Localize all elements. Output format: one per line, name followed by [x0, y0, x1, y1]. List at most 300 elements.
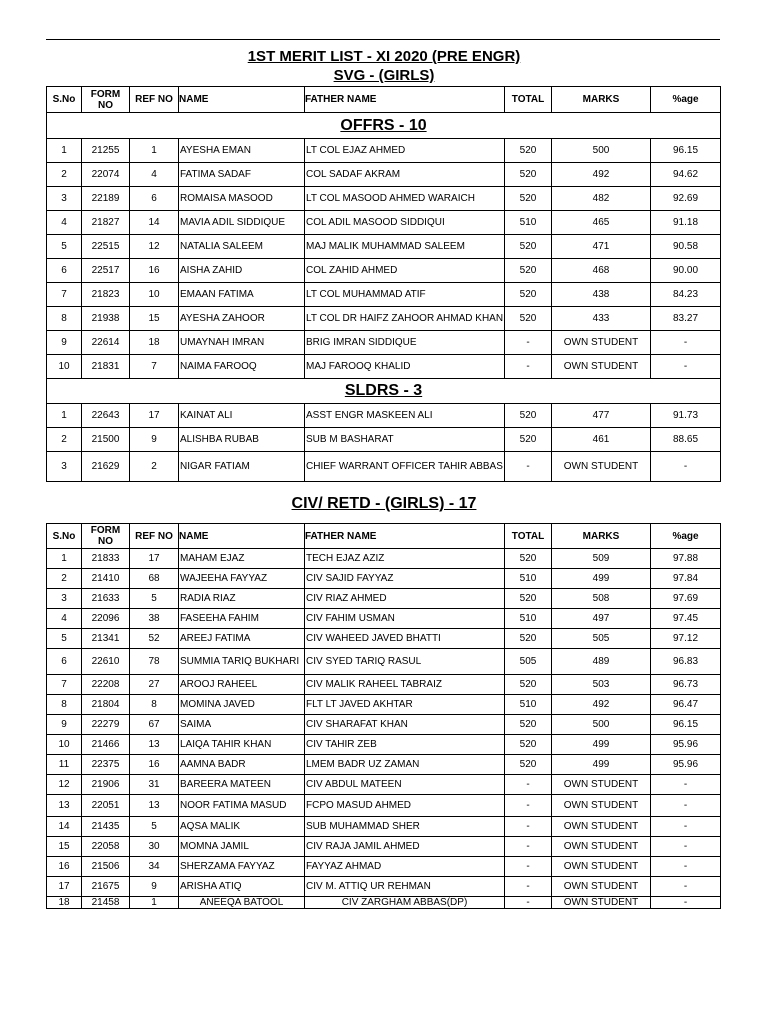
cell-percentage: 95.96	[651, 735, 721, 755]
cell-form-no: 21675	[82, 877, 130, 897]
cell-percentage: 95.96	[651, 755, 721, 775]
cell-form-no: 22279	[82, 715, 130, 735]
cell-total: 520	[505, 187, 552, 211]
cell-ref-no: 4	[130, 163, 179, 187]
cell-name: EMAAN FATIMA	[179, 283, 305, 307]
cell-form-no: 21831	[82, 355, 130, 379]
col-header-sno: S.No	[47, 524, 82, 549]
cell-total: -	[505, 331, 552, 355]
cell-ref-no: 52	[130, 629, 179, 649]
col-header-percentage: %age	[651, 87, 721, 113]
cell-total: -	[505, 877, 552, 897]
cell-percentage: 91.73	[651, 404, 721, 428]
cell-ref-no: 18	[130, 331, 179, 355]
cell-ref-no: 78	[130, 649, 179, 675]
cell-percentage: 96.83	[651, 649, 721, 675]
table-row	[47, 675, 721, 695]
cell-father-name: MAJ MALIK MUHAMMAD SALEEM	[305, 235, 505, 259]
cell-ref-no: 27	[130, 675, 179, 695]
cell-sno: 6	[47, 259, 82, 283]
cell-ref-no: 7	[130, 355, 179, 379]
cell-total: 510	[505, 569, 552, 589]
cell-total: 520	[505, 715, 552, 735]
cell-percentage: 90.00	[651, 259, 721, 283]
table-row	[47, 837, 721, 857]
cell-marks: 471	[552, 235, 651, 259]
cell-form-no: 21823	[82, 283, 130, 307]
cell-marks: 508	[552, 589, 651, 609]
cell-percentage: 92.69	[651, 187, 721, 211]
cell-sno: 2	[47, 569, 82, 589]
cell-form-no: 21255	[82, 139, 130, 163]
cell-form-no: 22517	[82, 259, 130, 283]
cell-total: 520	[505, 629, 552, 649]
col-header-father-name: FATHER NAME	[305, 524, 505, 549]
cell-marks: OWN STUDENT	[552, 817, 651, 837]
table-row	[47, 629, 721, 649]
cell-name: ARISHA ATIQ	[179, 877, 305, 897]
cell-name: FATIMA SADAF	[179, 163, 305, 187]
col-header-percentage: %age	[651, 524, 721, 549]
cell-sno: 8	[47, 307, 82, 331]
cell-marks: 492	[552, 695, 651, 715]
cell-form-no: 21906	[82, 775, 130, 795]
col-header-marks: MARKS	[552, 87, 651, 113]
cell-marks: 500	[552, 715, 651, 735]
cell-name: AYESHA ZAHOOR	[179, 307, 305, 331]
cell-form-no: 22074	[82, 163, 130, 187]
cell-form-no: 21633	[82, 589, 130, 609]
cell-total: 520	[505, 675, 552, 695]
cell-father-name: LT COL EJAZ AHMED	[305, 139, 505, 163]
cell-name: MOMINA JAVED	[179, 695, 305, 715]
cell-marks: 499	[552, 755, 651, 775]
cell-ref-no: 6	[130, 187, 179, 211]
cell-total: 510	[505, 609, 552, 629]
cell-ref-no: 5	[130, 589, 179, 609]
cell-name: AYESHA EMAN	[179, 139, 305, 163]
cell-name: NOOR FATIMA MASUD	[179, 795, 305, 817]
cell-marks: 468	[552, 259, 651, 283]
cell-marks: 433	[552, 307, 651, 331]
cell-sno: 11	[47, 755, 82, 775]
cell-form-no: 21938	[82, 307, 130, 331]
cell-sno: 1	[47, 549, 82, 569]
cell-form-no: 22614	[82, 331, 130, 355]
col-header-total: TOTAL	[505, 524, 552, 549]
cell-percentage: 97.69	[651, 589, 721, 609]
cell-form-no: 21435	[82, 817, 130, 837]
col-header-ref-no: REF NO	[130, 87, 179, 113]
table-row	[47, 609, 721, 629]
cell-percentage: 96.47	[651, 695, 721, 715]
col-header-marks: MARKS	[552, 524, 651, 549]
cell-name: NATALIA SALEEM	[179, 235, 305, 259]
cell-percentage: 88.65	[651, 428, 721, 452]
cell-marks: 489	[552, 649, 651, 675]
cell-percentage: 96.15	[651, 139, 721, 163]
cell-total: 520	[505, 735, 552, 755]
cell-percentage: 91.18	[651, 211, 721, 235]
table-header-row	[47, 87, 721, 113]
cell-marks: 499	[552, 735, 651, 755]
cell-name: FASEEHA FAHIM	[179, 609, 305, 629]
section-heading-row	[47, 379, 721, 404]
cell-father-name: CIV SAJID FAYYAZ	[305, 569, 505, 589]
cell-sno: 2	[47, 163, 82, 187]
cell-total: 520	[505, 307, 552, 331]
cell-total: -	[505, 837, 552, 857]
section-heading-offrs: OFFRS - 10	[47, 113, 721, 139]
cell-sno: 18	[47, 897, 82, 909]
cell-marks: OWN STUDENT	[552, 857, 651, 877]
cell-total: 520	[505, 259, 552, 283]
cell-name: UMAYNAH IMRAN	[179, 331, 305, 355]
cell-marks: 499	[552, 569, 651, 589]
cell-total: 520	[505, 139, 552, 163]
cell-name: MAVIA ADIL SIDDIQUE	[179, 211, 305, 235]
cell-sno: 5	[47, 629, 82, 649]
table-row	[47, 163, 721, 187]
cell-father-name: CIV ABDUL MATEEN	[305, 775, 505, 795]
cell-marks: 509	[552, 549, 651, 569]
table-row	[47, 589, 721, 609]
table-row	[47, 569, 721, 589]
cell-sno: 3	[47, 589, 82, 609]
cell-marks: 505	[552, 629, 651, 649]
cell-form-no: 21827	[82, 211, 130, 235]
cell-sno: 6	[47, 649, 82, 675]
cell-name: ALISHBA RUBAB	[179, 428, 305, 452]
table-row	[47, 331, 721, 355]
cell-ref-no: 17	[130, 549, 179, 569]
cell-sno: 14	[47, 817, 82, 837]
cell-marks: OWN STUDENT	[552, 877, 651, 897]
cell-ref-no: 9	[130, 428, 179, 452]
cell-name: AREEJ FATIMA	[179, 629, 305, 649]
cell-father-name: MAJ FAROOQ KHALID	[305, 355, 505, 379]
cell-total: -	[505, 355, 552, 379]
cell-father-name: FAYYAZ AHMAD	[305, 857, 505, 877]
cell-total: 520	[505, 589, 552, 609]
cell-form-no: 21506	[82, 857, 130, 877]
cell-sno: 2	[47, 428, 82, 452]
page-title: 1ST MERIT LIST - XI 2020 (PRE ENGR)	[247, 48, 521, 65]
table-row	[47, 795, 721, 817]
cell-ref-no: 10	[130, 283, 179, 307]
table-row	[47, 897, 721, 909]
cell-name: ROMAISA MASOOD	[179, 187, 305, 211]
cell-marks: 477	[552, 404, 651, 428]
cell-total: -	[505, 897, 552, 909]
cell-father-name: CIV RIAZ AHMED	[305, 589, 505, 609]
cell-marks: OWN STUDENT	[552, 331, 651, 355]
cell-sno: 9	[47, 715, 82, 735]
cell-sno: 3	[47, 452, 82, 482]
cell-percentage: -	[651, 857, 721, 877]
cell-sno: 3	[47, 187, 82, 211]
cell-percentage: -	[651, 877, 721, 897]
col-header-total: TOTAL	[505, 87, 552, 113]
cell-marks: 500	[552, 139, 651, 163]
cell-form-no: 22096	[82, 609, 130, 629]
cell-marks: 461	[552, 428, 651, 452]
cell-sno: 1	[47, 139, 82, 163]
cell-ref-no: 9	[130, 877, 179, 897]
section-heading-row	[47, 113, 721, 139]
cell-marks: 503	[552, 675, 651, 695]
cell-father-name: CIV RAJA JAMIL AHMED	[305, 837, 505, 857]
cell-percentage: -	[651, 452, 721, 482]
cell-total: 520	[505, 163, 552, 187]
table-row	[47, 649, 721, 675]
cell-sno: 7	[47, 283, 82, 307]
col-header-form-no: FORM NO	[82, 524, 130, 549]
cell-percentage: 97.45	[651, 609, 721, 629]
cell-total: 520	[505, 549, 552, 569]
cell-total: -	[505, 775, 552, 795]
cell-form-no: 22610	[82, 649, 130, 675]
cell-percentage: -	[651, 795, 721, 817]
table-row	[47, 428, 721, 452]
cell-sno: 4	[47, 211, 82, 235]
col-header-name: NAME	[179, 87, 305, 113]
cell-sno: 7	[47, 675, 82, 695]
cell-form-no: 21458	[82, 897, 130, 909]
cell-name: ANEEQA BATOOL	[179, 897, 305, 909]
cell-marks: OWN STUDENT	[552, 775, 651, 795]
cell-father-name: BRIG IMRAN SIDDIQUE	[305, 331, 505, 355]
table-row	[47, 259, 721, 283]
cell-father-name: LT COL DR HAIFZ ZAHOOR AHMAD KHAN	[305, 307, 505, 331]
cell-name: SAIMA	[179, 715, 305, 735]
cell-ref-no: 38	[130, 609, 179, 629]
cell-form-no: 21410	[82, 569, 130, 589]
cell-name: SHERZAMA FAYYAZ	[179, 857, 305, 877]
cell-ref-no: 14	[130, 211, 179, 235]
cell-father-name: SUB M BASHARAT	[305, 428, 505, 452]
cell-form-no: 21466	[82, 735, 130, 755]
table-row	[47, 695, 721, 715]
cell-form-no: 21500	[82, 428, 130, 452]
cell-form-no: 22643	[82, 404, 130, 428]
cell-percentage: -	[651, 355, 721, 379]
cell-form-no: 22208	[82, 675, 130, 695]
cell-name: AROOJ RAHEEL	[179, 675, 305, 695]
cell-percentage: 97.12	[651, 629, 721, 649]
table-row	[47, 139, 721, 163]
cell-sno: 4	[47, 609, 82, 629]
cell-percentage: 96.73	[651, 675, 721, 695]
cell-form-no: 22375	[82, 755, 130, 775]
cell-percentage: 94.62	[651, 163, 721, 187]
cell-sno: 9	[47, 331, 82, 355]
cell-name: KAINAT ALI	[179, 404, 305, 428]
col-header-sno: S.No	[47, 87, 82, 113]
cell-ref-no: 2	[130, 452, 179, 482]
cell-father-name: COL SADAF AKRAM	[305, 163, 505, 187]
cell-ref-no: 17	[130, 404, 179, 428]
cell-ref-no: 16	[130, 259, 179, 283]
cell-marks: 438	[552, 283, 651, 307]
cell-father-name: CIV ZARGHAM ABBAS(DP)	[305, 897, 505, 909]
table-row	[47, 452, 721, 482]
cell-percentage: -	[651, 897, 721, 909]
cell-ref-no: 34	[130, 857, 179, 877]
cell-total: 520	[505, 428, 552, 452]
cell-form-no: 22515	[82, 235, 130, 259]
cell-ref-no: 5	[130, 817, 179, 837]
cell-total: 510	[505, 211, 552, 235]
cell-percentage: -	[651, 775, 721, 795]
cell-father-name: COL ADIL MASOOD SIDDIQUI	[305, 211, 505, 235]
table-row	[47, 877, 721, 897]
cell-ref-no: 1	[130, 139, 179, 163]
cell-father-name: SUB MUHAMMAD SHER	[305, 817, 505, 837]
cell-sno: 16	[47, 857, 82, 877]
cell-total: 505	[505, 649, 552, 675]
cell-name: NIGAR FATIAM	[179, 452, 305, 482]
cell-form-no: 22051	[82, 795, 130, 817]
cell-marks: OWN STUDENT	[552, 837, 651, 857]
cell-father-name: CIV WAHEED JAVED BHATTI	[305, 629, 505, 649]
merit-table-svg	[46, 86, 721, 482]
cell-total: 520	[505, 404, 552, 428]
cell-father-name: CIV SHARAFAT KHAN	[305, 715, 505, 735]
cell-name: AQSA MALIK	[179, 817, 305, 837]
cell-father-name: LT COL MUHAMMAD ATIF	[305, 283, 505, 307]
cell-father-name: CIV FAHIM USMAN	[305, 609, 505, 629]
cell-name: WAJEEHA FAYYAZ	[179, 569, 305, 589]
table-row	[47, 549, 721, 569]
cell-ref-no: 13	[130, 795, 179, 817]
cell-marks: 465	[552, 211, 651, 235]
table-row	[47, 355, 721, 379]
cell-marks: 482	[552, 187, 651, 211]
cell-total: -	[505, 795, 552, 817]
cell-form-no: 21341	[82, 629, 130, 649]
cell-name: SUMMIA TARIQ BUKHARI	[179, 649, 305, 675]
cell-name: LAIQA TAHIR KHAN	[179, 735, 305, 755]
cell-total: 520	[505, 755, 552, 775]
cell-form-no: 21833	[82, 549, 130, 569]
table-row	[47, 187, 721, 211]
cell-percentage: 97.84	[651, 569, 721, 589]
cell-ref-no: 30	[130, 837, 179, 857]
cell-sno: 10	[47, 355, 82, 379]
table-row	[47, 211, 721, 235]
cell-ref-no: 8	[130, 695, 179, 715]
cell-sno: 5	[47, 235, 82, 259]
cell-name: RADIA RIAZ	[179, 589, 305, 609]
table-row	[47, 857, 721, 877]
cell-name: MAHAM EJAZ	[179, 549, 305, 569]
cell-total: -	[505, 857, 552, 877]
cell-sno: 15	[47, 837, 82, 857]
cell-sno: 8	[47, 695, 82, 715]
section-heading-sldrs: SLDRS - 3	[47, 379, 721, 404]
cell-marks: OWN STUDENT	[552, 795, 651, 817]
section-heading-civ: CIV/ RETD - (GIRLS) - 17	[291, 495, 477, 512]
cell-percentage: -	[651, 331, 721, 355]
merit-table-civ	[46, 523, 721, 909]
cell-father-name: LMEM BADR UZ ZAMAN	[305, 755, 505, 775]
cell-marks: OWN STUDENT	[552, 897, 651, 909]
table-row	[47, 715, 721, 735]
table-row	[47, 283, 721, 307]
cell-sno: 10	[47, 735, 82, 755]
cell-name: AAMNA BADR	[179, 755, 305, 775]
cell-percentage: 90.58	[651, 235, 721, 259]
cell-form-no: 21804	[82, 695, 130, 715]
cell-father-name: CIV M. ATTIQ UR REHMAN	[305, 877, 505, 897]
cell-percentage: -	[651, 817, 721, 837]
cell-name: NAIMA FAROOQ	[179, 355, 305, 379]
cell-father-name: FLT LT JAVED AKHTAR	[305, 695, 505, 715]
cell-ref-no: 1	[130, 897, 179, 909]
cell-father-name: TECH EJAZ AZIZ	[305, 549, 505, 569]
cell-marks: 497	[552, 609, 651, 629]
cell-ref-no: 13	[130, 735, 179, 755]
cell-father-name: CIV MALIK RAHEEL TABRAIZ	[305, 675, 505, 695]
table-row	[47, 735, 721, 755]
cell-marks: OWN STUDENT	[552, 452, 651, 482]
cell-percentage: -	[651, 837, 721, 857]
table-row	[47, 775, 721, 795]
top-rule	[46, 39, 720, 40]
col-header-ref-no: REF NO	[130, 524, 179, 549]
cell-percentage: 84.23	[651, 283, 721, 307]
table-row	[47, 235, 721, 259]
cell-ref-no: 12	[130, 235, 179, 259]
cell-ref-no: 16	[130, 755, 179, 775]
cell-father-name: COL ZAHID AHMED	[305, 259, 505, 283]
cell-total: 520	[505, 283, 552, 307]
cell-form-no: 22058	[82, 837, 130, 857]
cell-percentage: 97.88	[651, 549, 721, 569]
table-row	[47, 755, 721, 775]
cell-sno: 17	[47, 877, 82, 897]
cell-father-name: FCPO MASUD AHMED	[305, 795, 505, 817]
cell-total: 510	[505, 695, 552, 715]
cell-marks: OWN STUDENT	[552, 355, 651, 379]
cell-name: AISHA ZAHID	[179, 259, 305, 283]
col-header-father-name: FATHER NAME	[305, 87, 505, 113]
table-row	[47, 404, 721, 428]
cell-father-name: LT COL MASOOD AHMED WARAICH	[305, 187, 505, 211]
cell-father-name: CIV SYED TARIQ RASUL	[305, 649, 505, 675]
col-header-name: NAME	[179, 524, 305, 549]
col-header-form-no: FORM NO	[82, 87, 130, 113]
cell-ref-no: 68	[130, 569, 179, 589]
page-subtitle: SVG - (GIRLS)	[333, 67, 435, 84]
cell-sno: 12	[47, 775, 82, 795]
table-row	[47, 817, 721, 837]
cell-form-no: 22189	[82, 187, 130, 211]
cell-name: MOMNA JAMIL	[179, 837, 305, 857]
cell-father-name: CHIEF WARRANT OFFICER TAHIR ABBAS	[305, 452, 505, 482]
cell-father-name: ASST ENGR MASKEEN ALI	[305, 404, 505, 428]
cell-percentage: 83.27	[651, 307, 721, 331]
cell-ref-no: 67	[130, 715, 179, 735]
cell-total: 520	[505, 235, 552, 259]
cell-total: -	[505, 452, 552, 482]
cell-sno: 13	[47, 795, 82, 817]
cell-father-name: CIV TAHIR ZEB	[305, 735, 505, 755]
table-header-row	[47, 524, 721, 549]
cell-form-no: 21629	[82, 452, 130, 482]
cell-marks: 492	[552, 163, 651, 187]
